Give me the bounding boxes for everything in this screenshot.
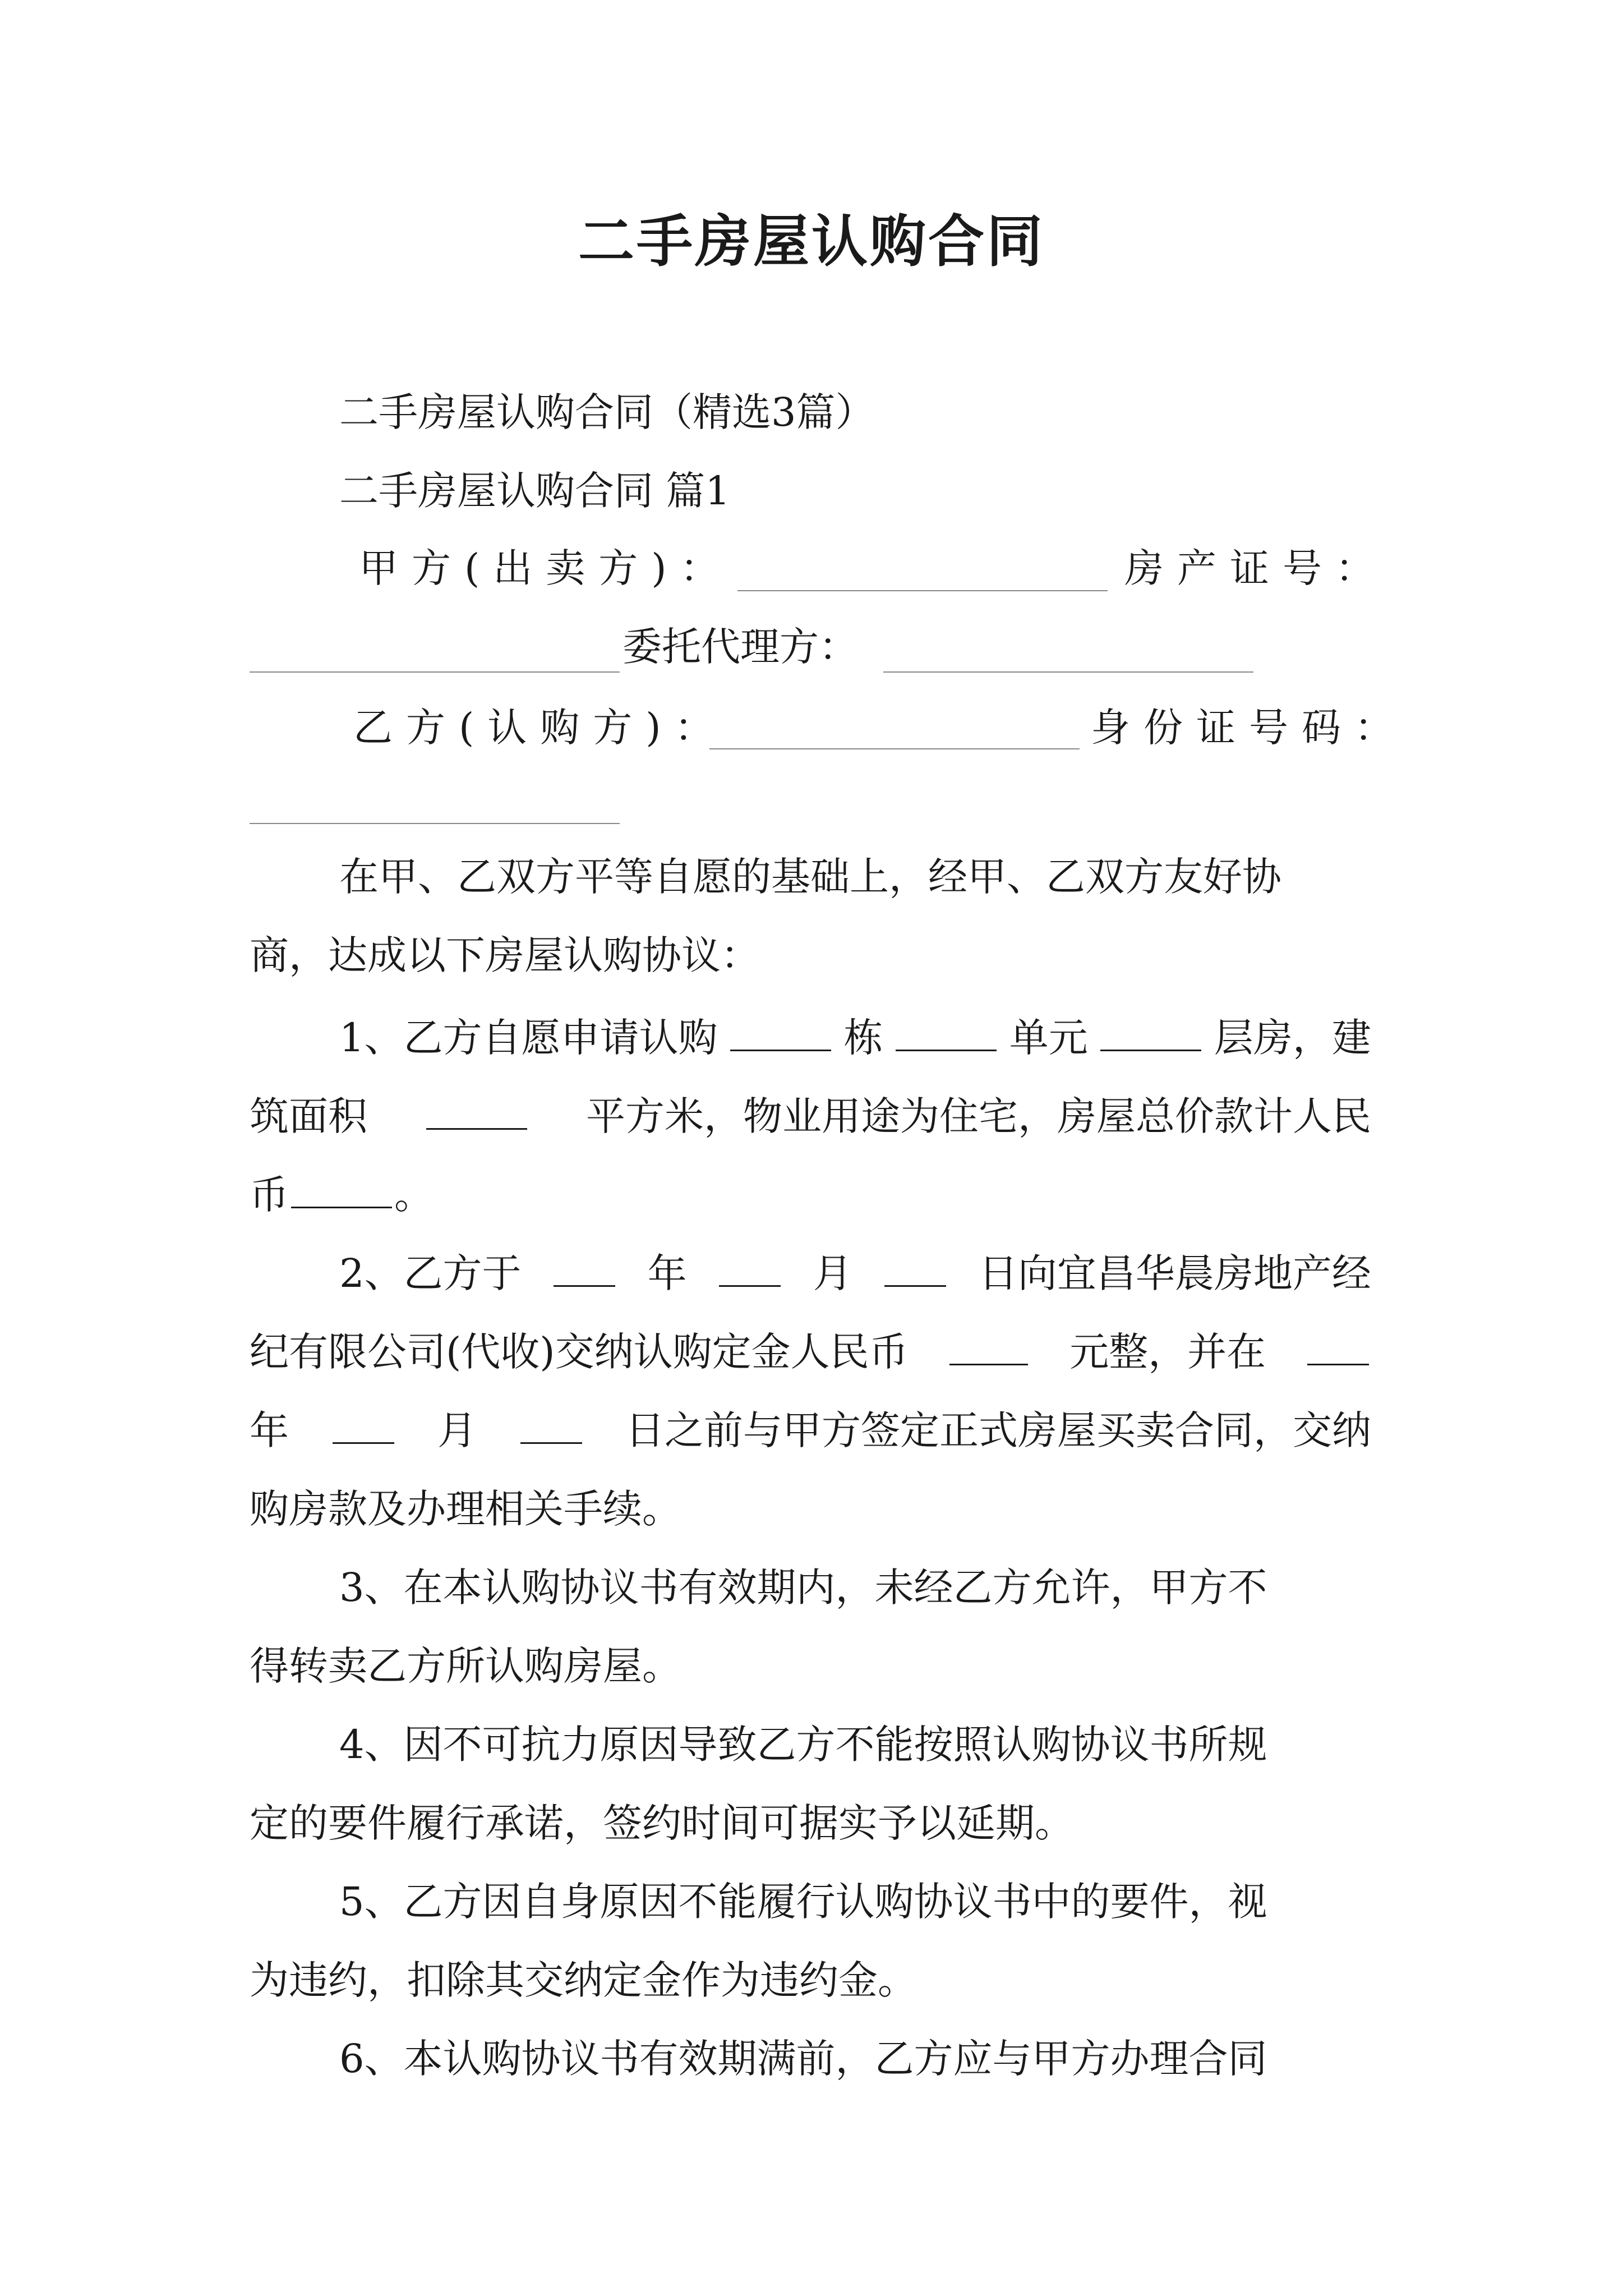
clause1-text: 筑面积 bbox=[250, 1093, 367, 1139]
clause3-line-2: 得转卖乙方所认购房屋。 bbox=[250, 1643, 681, 1689]
deadline-month-blank bbox=[333, 1435, 394, 1444]
id-label: 身份证号码： bbox=[1091, 705, 1407, 751]
clause2-text: 月 bbox=[813, 1250, 852, 1296]
clause2-text: 月 bbox=[437, 1407, 477, 1453]
unit-blank bbox=[896, 1043, 997, 1051]
clause1-text: 栋 bbox=[843, 1015, 883, 1061]
day-blank bbox=[884, 1278, 946, 1287]
deposit-blank bbox=[949, 1357, 1028, 1365]
clause4-line-2: 定的要件履行承诺，签约时间可据实予以延期。 bbox=[250, 1800, 1074, 1846]
clause1-text: 1、乙方自愿申请认购 bbox=[339, 1015, 718, 1061]
agent-blank bbox=[883, 665, 1253, 673]
clause4-line-1 bbox=[339, 1722, 1371, 1768]
party-a-blank bbox=[737, 583, 1108, 591]
clause2-line-3 bbox=[250, 1407, 1371, 1453]
month-blank bbox=[719, 1278, 781, 1287]
party-b-label: 乙方(认购方)： bbox=[353, 705, 727, 751]
id-blank bbox=[250, 816, 620, 824]
party-a-label: 甲方(出卖方)： bbox=[359, 545, 733, 591]
clause1-line-2 bbox=[250, 1093, 1371, 1139]
intro-line-2: 商，达成以下房屋认购协议： bbox=[250, 932, 760, 978]
clause3-line-1 bbox=[339, 1565, 1371, 1611]
clause5-line-2: 为违约，扣除其交纳定金作为违约金。 bbox=[250, 1957, 917, 2003]
document-title: 二手房屋认购合同 bbox=[578, 208, 1045, 274]
building-blank bbox=[730, 1043, 831, 1051]
clause1-text: 层房，建 bbox=[1214, 1015, 1371, 1061]
area-blank bbox=[426, 1121, 527, 1130]
clause2-text: 年 bbox=[647, 1250, 687, 1296]
clause2-text: 年 bbox=[250, 1407, 289, 1453]
party-b-blank bbox=[709, 742, 1080, 749]
section-heading: 二手房屋认购合同 篇1 bbox=[339, 468, 730, 514]
clause1-line-1 bbox=[339, 1015, 1371, 1061]
clause2-text: 日向宜昌华晨房地产经 bbox=[978, 1250, 1371, 1296]
year-blank bbox=[554, 1278, 615, 1287]
clause4-text: 4、因不可抗力原因导致乙方不能按照认购协议书所规 bbox=[339, 1722, 1267, 1768]
intro-line-1 bbox=[339, 854, 1371, 900]
clause1-text: 单元 bbox=[1009, 1015, 1088, 1061]
agent-label: 委托代理方： bbox=[623, 624, 858, 670]
floor-blank bbox=[1100, 1043, 1201, 1051]
clause2-line-1 bbox=[339, 1250, 1371, 1296]
intro-text-1: 在甲、乙双方平等自愿的基础上，经甲、乙双方友好协 bbox=[339, 854, 1281, 900]
clause1-text: 。 bbox=[394, 1172, 434, 1218]
clause6-text: 6、本认购协议书有效期满前，乙方应与甲方办理合同 bbox=[339, 2036, 1267, 2082]
clause5-line-1 bbox=[339, 1879, 1371, 1925]
deadline-day-blank bbox=[520, 1435, 582, 1444]
deadline-year-blank bbox=[1307, 1357, 1369, 1365]
clause1-text: 币 bbox=[250, 1172, 289, 1218]
clause1-text: 平方米，物业用途为住宅，房屋总价款计人民 bbox=[586, 1093, 1371, 1139]
cert-blank bbox=[250, 665, 620, 673]
clause2-text: 日之前与甲方签定正式房屋买卖合同，交纳 bbox=[625, 1407, 1371, 1453]
clause1-line-3 bbox=[250, 1172, 434, 1218]
clause3-text: 3、在本认购协议书有效期内，未经乙方允许，甲方不 bbox=[339, 1565, 1267, 1611]
clause2-line-4: 购房款及办理相关手续。 bbox=[250, 1486, 681, 1532]
clause6-line-1 bbox=[339, 2036, 1371, 2082]
subtitle: 二手房屋认购合同（精选3篇） bbox=[339, 389, 875, 435]
price-blank bbox=[291, 1200, 392, 1208]
clause2-text: 2、乙方于 bbox=[339, 1250, 522, 1296]
cert-label: 房产证号： bbox=[1124, 545, 1388, 591]
clause5-text: 5、乙方因自身原因不能履行认购协议书中的要件，视 bbox=[339, 1879, 1267, 1925]
clause2-line-2 bbox=[250, 1329, 1371, 1375]
clause2-text: 元整，并在 bbox=[1069, 1329, 1266, 1375]
clause2-text: 纪有限公司(代收)交纳认购定金人民币 bbox=[250, 1329, 909, 1375]
